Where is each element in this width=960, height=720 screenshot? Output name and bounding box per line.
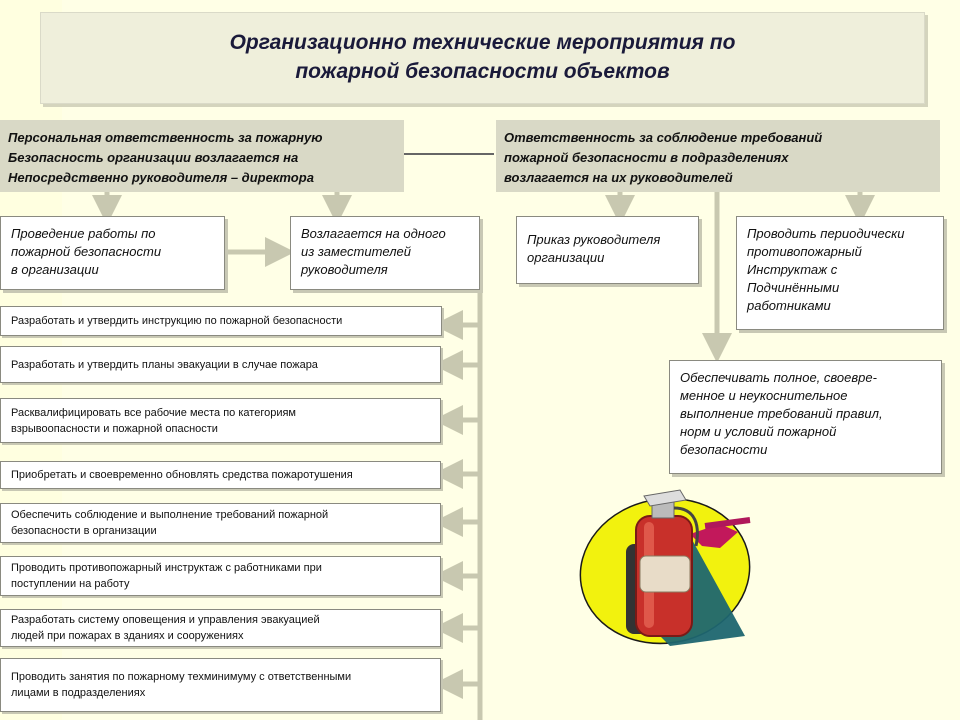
task-item: Разработать и утвердить планы эвакуации в случае пожара xyxy=(0,346,441,383)
page-title: Организационно технические мероприятия по пожарной безопасности объектов xyxy=(229,31,736,83)
box-fire-safety-work: Проведение работы по пожарной безопасности в организации xyxy=(0,216,225,290)
box-ensure-compliance: Обеспечивать полное, своевре- менное и неукоснительное выполнение требований правил, норм и условий пожарной безопасности xyxy=(669,360,942,474)
task-item: Разработать и утвердить инструкцию по пожарной безопасности xyxy=(0,306,442,336)
box-director-order: Приказ руководителя организации xyxy=(516,216,699,284)
fire-extinguisher-illustration xyxy=(570,486,760,646)
task-item: Обеспечить соблюдение и выполнение требований пожарной безопасности в организации xyxy=(0,503,441,543)
task-item: Приобретать и своевременно обновлять средства пожаротушения xyxy=(0,461,441,489)
task-item: Проводить занятия по пожарному техминимуму с ответственными лицами в подразделениях xyxy=(0,658,441,712)
task-item: Проводить противопожарный инструктаж с работниками при поступлении на работу xyxy=(0,556,441,596)
task-item: Разработать систему оповещения и управления эвакуацией людей при пожарах в зданиях и сооружениях xyxy=(0,609,441,647)
header-department-responsibility: Ответственность за соблюдение требований пожарной безопасности в подразделениях возлагается на их руководителей xyxy=(496,120,940,192)
box-periodic-briefing: Проводить периодически противопожарный Инструктаж с Подчинёнными работниками xyxy=(736,216,944,330)
header-director-responsibility: Персональная ответственность за пожарную Безопасность организации возлагается на Непосредственно руководителя – директора xyxy=(0,120,404,192)
box-deputy: Возлагается на одного из заместителей руководителя xyxy=(290,216,480,290)
task-item: Расквалифицировать все рабочие места по категориям взрывоопасности и пожарной опасности xyxy=(0,398,441,443)
extinguisher-label xyxy=(640,556,690,592)
